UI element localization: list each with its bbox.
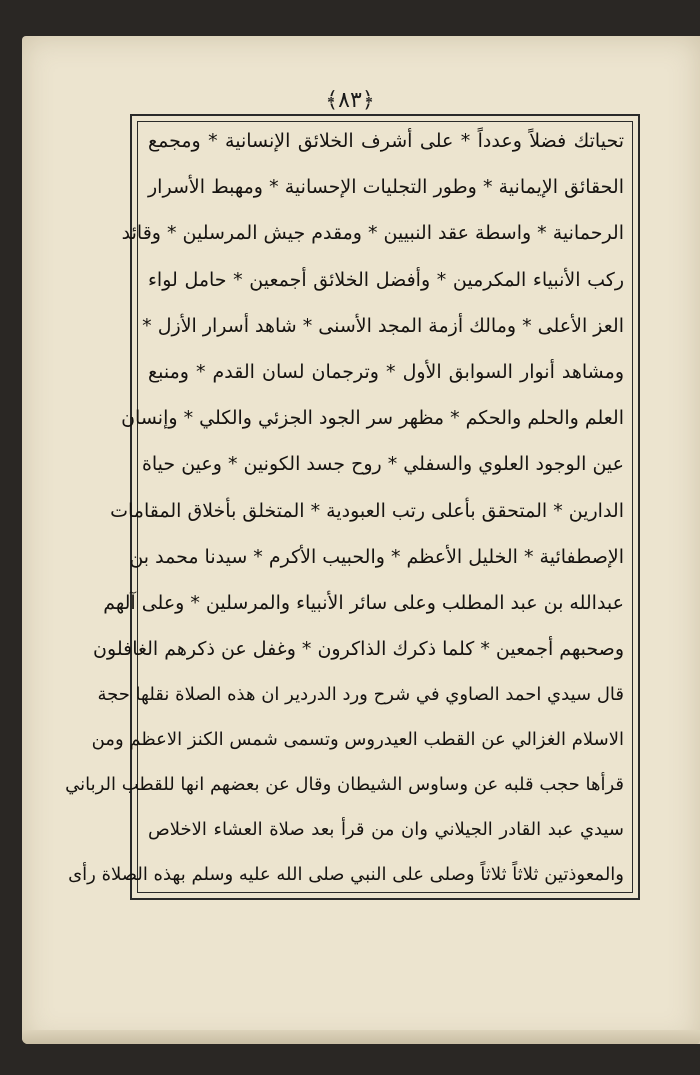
page-edge xyxy=(22,1030,700,1044)
page-number: ﴿٨٣﴾ xyxy=(325,88,375,113)
text-frame xyxy=(65,114,640,900)
text-line: الدارين * المتحقق بأعلى رتب العبودية * المتخلق بأخلاق المقامات xyxy=(110,499,624,522)
commentary-line: سيدي عبد القادر الجيلاني وان من قرأ بعد صلاة العشاء الاخلاص xyxy=(148,819,624,841)
commentary-line: قال سيدي احمد الصاوي في شرح ورد الدردير ان هذه الصلاة نقلها حجة xyxy=(97,684,624,706)
text-line: عبدالله بن عبد المطلب وعلى سائر الأنبياء والمرسلين * وعلى آلهم xyxy=(103,591,624,614)
text-line: تحياتك فضلاً وعدداً * على أشرف الخلائق الإنسانية * ومجمع xyxy=(148,130,624,152)
commentary-line: قرأها حجب قلبه عن وساوس الشيطان وقال عن بعضهم انها للقطب الرباني xyxy=(65,774,624,796)
text-line: وصحبهم أجمعين * كلما ذكرك الذاكرون * وغفل عن ذكرهم الغافلون xyxy=(93,638,624,661)
text-block xyxy=(65,130,624,886)
text-line: ركب الأنبياء المكرمين * وأفضل الخلائق أجمعين * حامل لواء xyxy=(148,268,624,291)
commentary-line: والمعوذتين ثلاثاً ثلاثاً وصلى على النبي صلى الله عليه وسلم بهذه الصلاة رأى xyxy=(68,864,624,886)
commentary-line: الاسلام الغزالي عن القطب العيدروس وتسمى شمس الكنز الاعظم ومن xyxy=(91,729,624,751)
text-line: العز الأعلى * ومالك أزمة المجد الأسنى * شاهد أسرار الأزل * xyxy=(142,314,624,337)
text-line: الرحمانية * واسطة عقد النبيين * ومقدم جيش المرسلين * وقائد xyxy=(121,222,624,245)
text-line: ومشاهد أنوار السوابق الأول * وترجمان لسان القدم * ومنبع xyxy=(148,360,624,383)
text-line: العلم والحلم والحكم * مظهر سر الجود الجزئي والكلي * وإنسان xyxy=(121,407,624,430)
text-line: الإصطفائية * الخليل الأعظم * والحبيب الأكرم * سيدنا محمد بن xyxy=(129,545,624,568)
text-line: الحقائق الإيمانية * وطور التجليات الإحسانية * ومهبط الأسرار xyxy=(148,176,624,199)
text-line: عين الوجود العلوي والسفلي * روح جسد الكونين * وعين حياة xyxy=(141,453,624,476)
